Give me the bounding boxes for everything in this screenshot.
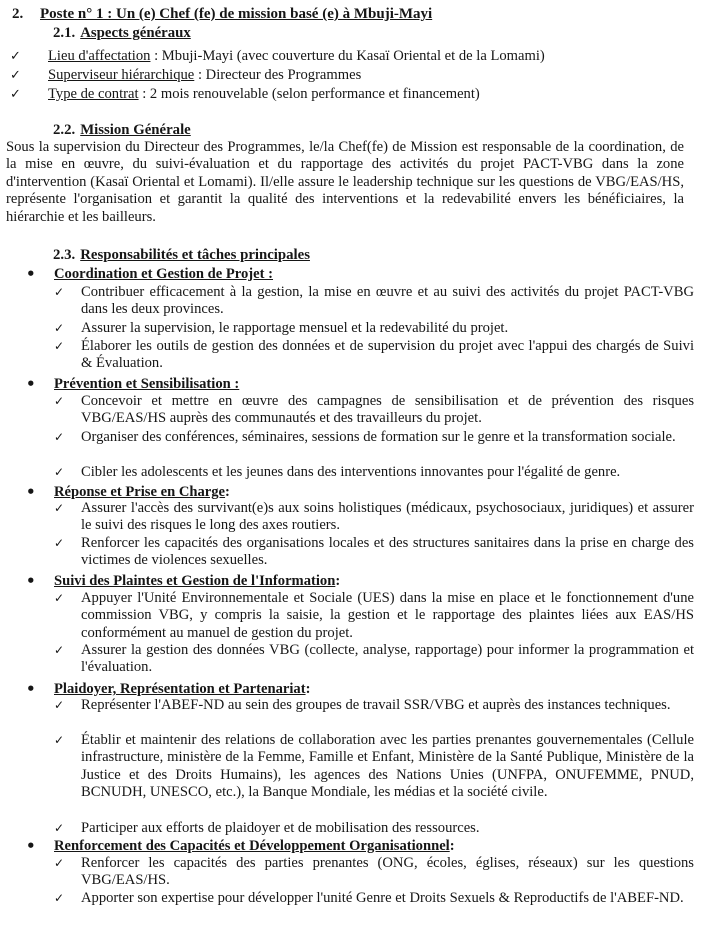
checkmark-icon: ✓ [54,501,65,515]
checkmark-icon: ✓ [10,49,21,64]
checkmark-icon: ✓ [54,536,65,550]
section-title: Plaidoyer, Représentation et Partenariat: [54,681,311,697]
checkmark-icon: ✓ [10,68,21,83]
task-item [54,890,694,907]
task-text: Élaborer les outils de gestion des données et de supervision du projet avec l'appui des chargés de Suivi & Évaluation. [81,338,694,372]
general-item-label: Type de contrat [48,86,139,102]
task-text: Cibler les adolescents et les jeunes dans des interventions innovantes pour l'égalité de genre. [81,464,621,480]
checkmark-icon: ✓ [54,430,65,444]
task-text: Représenter l'ABEF-ND au sein des groupes de travail SSR/VBG et auprès des instances techniques. [81,697,671,713]
general-item-label: Lieu d'affectation [48,48,151,64]
general-number: 2.1. [53,25,76,41]
section-title: Renforcement des Capacités et Développement Organisationnel: [54,838,455,854]
checkmark-icon: ✓ [54,339,65,353]
task-text: Assurer la supervision, le rapportage mensuel et la redevabilité du projet. [81,320,509,336]
task-item [54,642,694,677]
task-text: Apporter son expertise pour développer l'unité Genre et Droits Sexuels & Reproductifs de l'ABEF-ND. [81,890,684,906]
task-item [54,535,694,570]
task-text: Renforcer les capacités des organisations locales et des structures sanitaires dans la prise en charge des victimes de violences sexuelles. [81,535,694,569]
task-item [54,338,694,373]
task-item [54,320,694,337]
checkmark-icon: ✓ [54,394,65,408]
bullet-icon: • [26,375,36,393]
bullet-icon: • [26,572,36,590]
post-title: Poste n° 1 : Un (e) Chef (fe) de mission basé (e) à Mbuji-Mayi [40,6,433,22]
checkmark-icon: ✓ [54,285,65,299]
section-title: Réponse et Prise en Charge: [54,484,230,500]
checkmark-icon: ✓ [54,698,65,712]
task-item [54,697,694,714]
task-item [54,590,694,642]
post-number: 2. [12,6,24,22]
checkmark-icon: ✓ [10,87,21,102]
task-item [54,429,694,446]
task-text: Appuyer l'Unité Environnementale et Sociale (UES) dans la mise en place et le fonctionnement d'une commission VBG, y compris la saisie, la gestion et le rapportage des plaintes liées aux EAS/HS conformément au manuel de gestion du projet. [81,590,694,641]
mission-paragraph: Sous la supervision du Directeur des Programmes, le/la Chef(fe) de Mission est responsable de la coordination, de la mise en œuvre, du suivi-évaluation et du rapportage des activités du projet PACT-VBG dans la zone d'intervention (Kasaï Oriental et Lomami). Il/elle assure le leadership technique sur les questions de VBG/EAS/HS, représente l'organisation et garantit la qualité des interventions et la redevabilité envers les bénéficiaires, la hiérarchie et les bailleurs. [6,139,684,225]
task-item [54,500,694,535]
bullet-icon: • [26,680,36,698]
task-item [54,732,694,802]
mission-number: 2.2. [53,122,76,138]
checkmark-icon: ✓ [54,856,65,870]
post-heading [12,6,432,23]
bullet-icon: • [26,837,36,855]
task-text: Assurer l'accès des survivant(e)s aux soins holistiques (médicaux, psychosociaux, juridiques) et assurer le suivi des risques le long des axes routiers. [81,500,694,534]
task-text: Organiser des conférences, séminaires, sessions de formation sur le genre et la transformation sociale. [81,429,676,445]
task-text: Établir et maintenir des relations de collaboration avec les parties prenantes gouvernementales (Cellule infrastructure, ministère de la Femme, Famille et Enfant, Ministère de la Santé Publique, Ministère de la Justice et des Droits Humains), les agences des Nations Unies (UNFPA, ONUFEMME, PNUD, BCNUDH, UNESCO, etc.), la Banque Mondiale, les médias et la société civile. [81,732,694,801]
task-item [54,284,694,319]
general-title: Aspects généraux [80,25,191,41]
bullet-icon: • [26,483,36,501]
mission-heading [53,122,191,139]
task-item [54,820,694,837]
responsibilities-title: Responsabilités et tâches principales [80,247,310,263]
task-text: Contribuer efficacement à la gestion, la mise en œuvre et au suivi des activités du projet PACT-VBG dans les deux provinces. [81,284,694,318]
general-heading [53,25,191,42]
task-item [54,393,694,428]
task-text: Participer aux efforts de plaidoyer et de mobilisation des ressources. [81,820,480,836]
responsibilities-number: 2.3. [53,247,76,263]
section-title: Prévention et Sensibilisation : [54,376,240,392]
checkmark-icon: ✓ [54,891,65,905]
responsibilities-heading [53,247,310,264]
task-text: Renforcer les capacités des parties prenantes (ONG, écoles, églises, réseaux) sur les questions VBG/EAS/HS. [81,855,694,889]
checkmark-icon: ✓ [54,643,65,657]
general-item-value: : 2 mois renouvelable (selon performance et financement) [138,86,480,102]
checkmark-icon: ✓ [54,465,65,479]
general-item-value: : Mbuji-Mayi (avec couverture du Kasaï Oriental et de la Lomami) [150,48,545,64]
checkmark-icon: ✓ [54,733,65,747]
section-title: Coordination et Gestion de Projet : [54,266,274,282]
checkmark-icon: ✓ [54,321,65,335]
task-item [54,855,694,890]
checkmark-icon: ✓ [54,591,65,605]
task-text: Assurer la gestion des données VBG (collecte, analyse, rapportage) pour informer la programmation et l'évaluation. [81,642,694,676]
mission-title: Mission Générale [80,122,191,138]
general-item-label: Superviseur hiérarchique [48,67,195,83]
checkmark-icon: ✓ [54,821,65,835]
general-item-value: : Directeur des Programmes [194,67,362,83]
task-item [54,464,694,481]
task-text: Concevoir et mettre en œuvre des campagnes de sensibilisation et de prévention des risques VBG/EAS/HS auprès des communautés et des travailleurs du projet. [81,393,694,427]
bullet-icon: • [26,265,36,283]
section-title: Suivi des Plaintes et Gestion de l'Information: [54,573,341,589]
